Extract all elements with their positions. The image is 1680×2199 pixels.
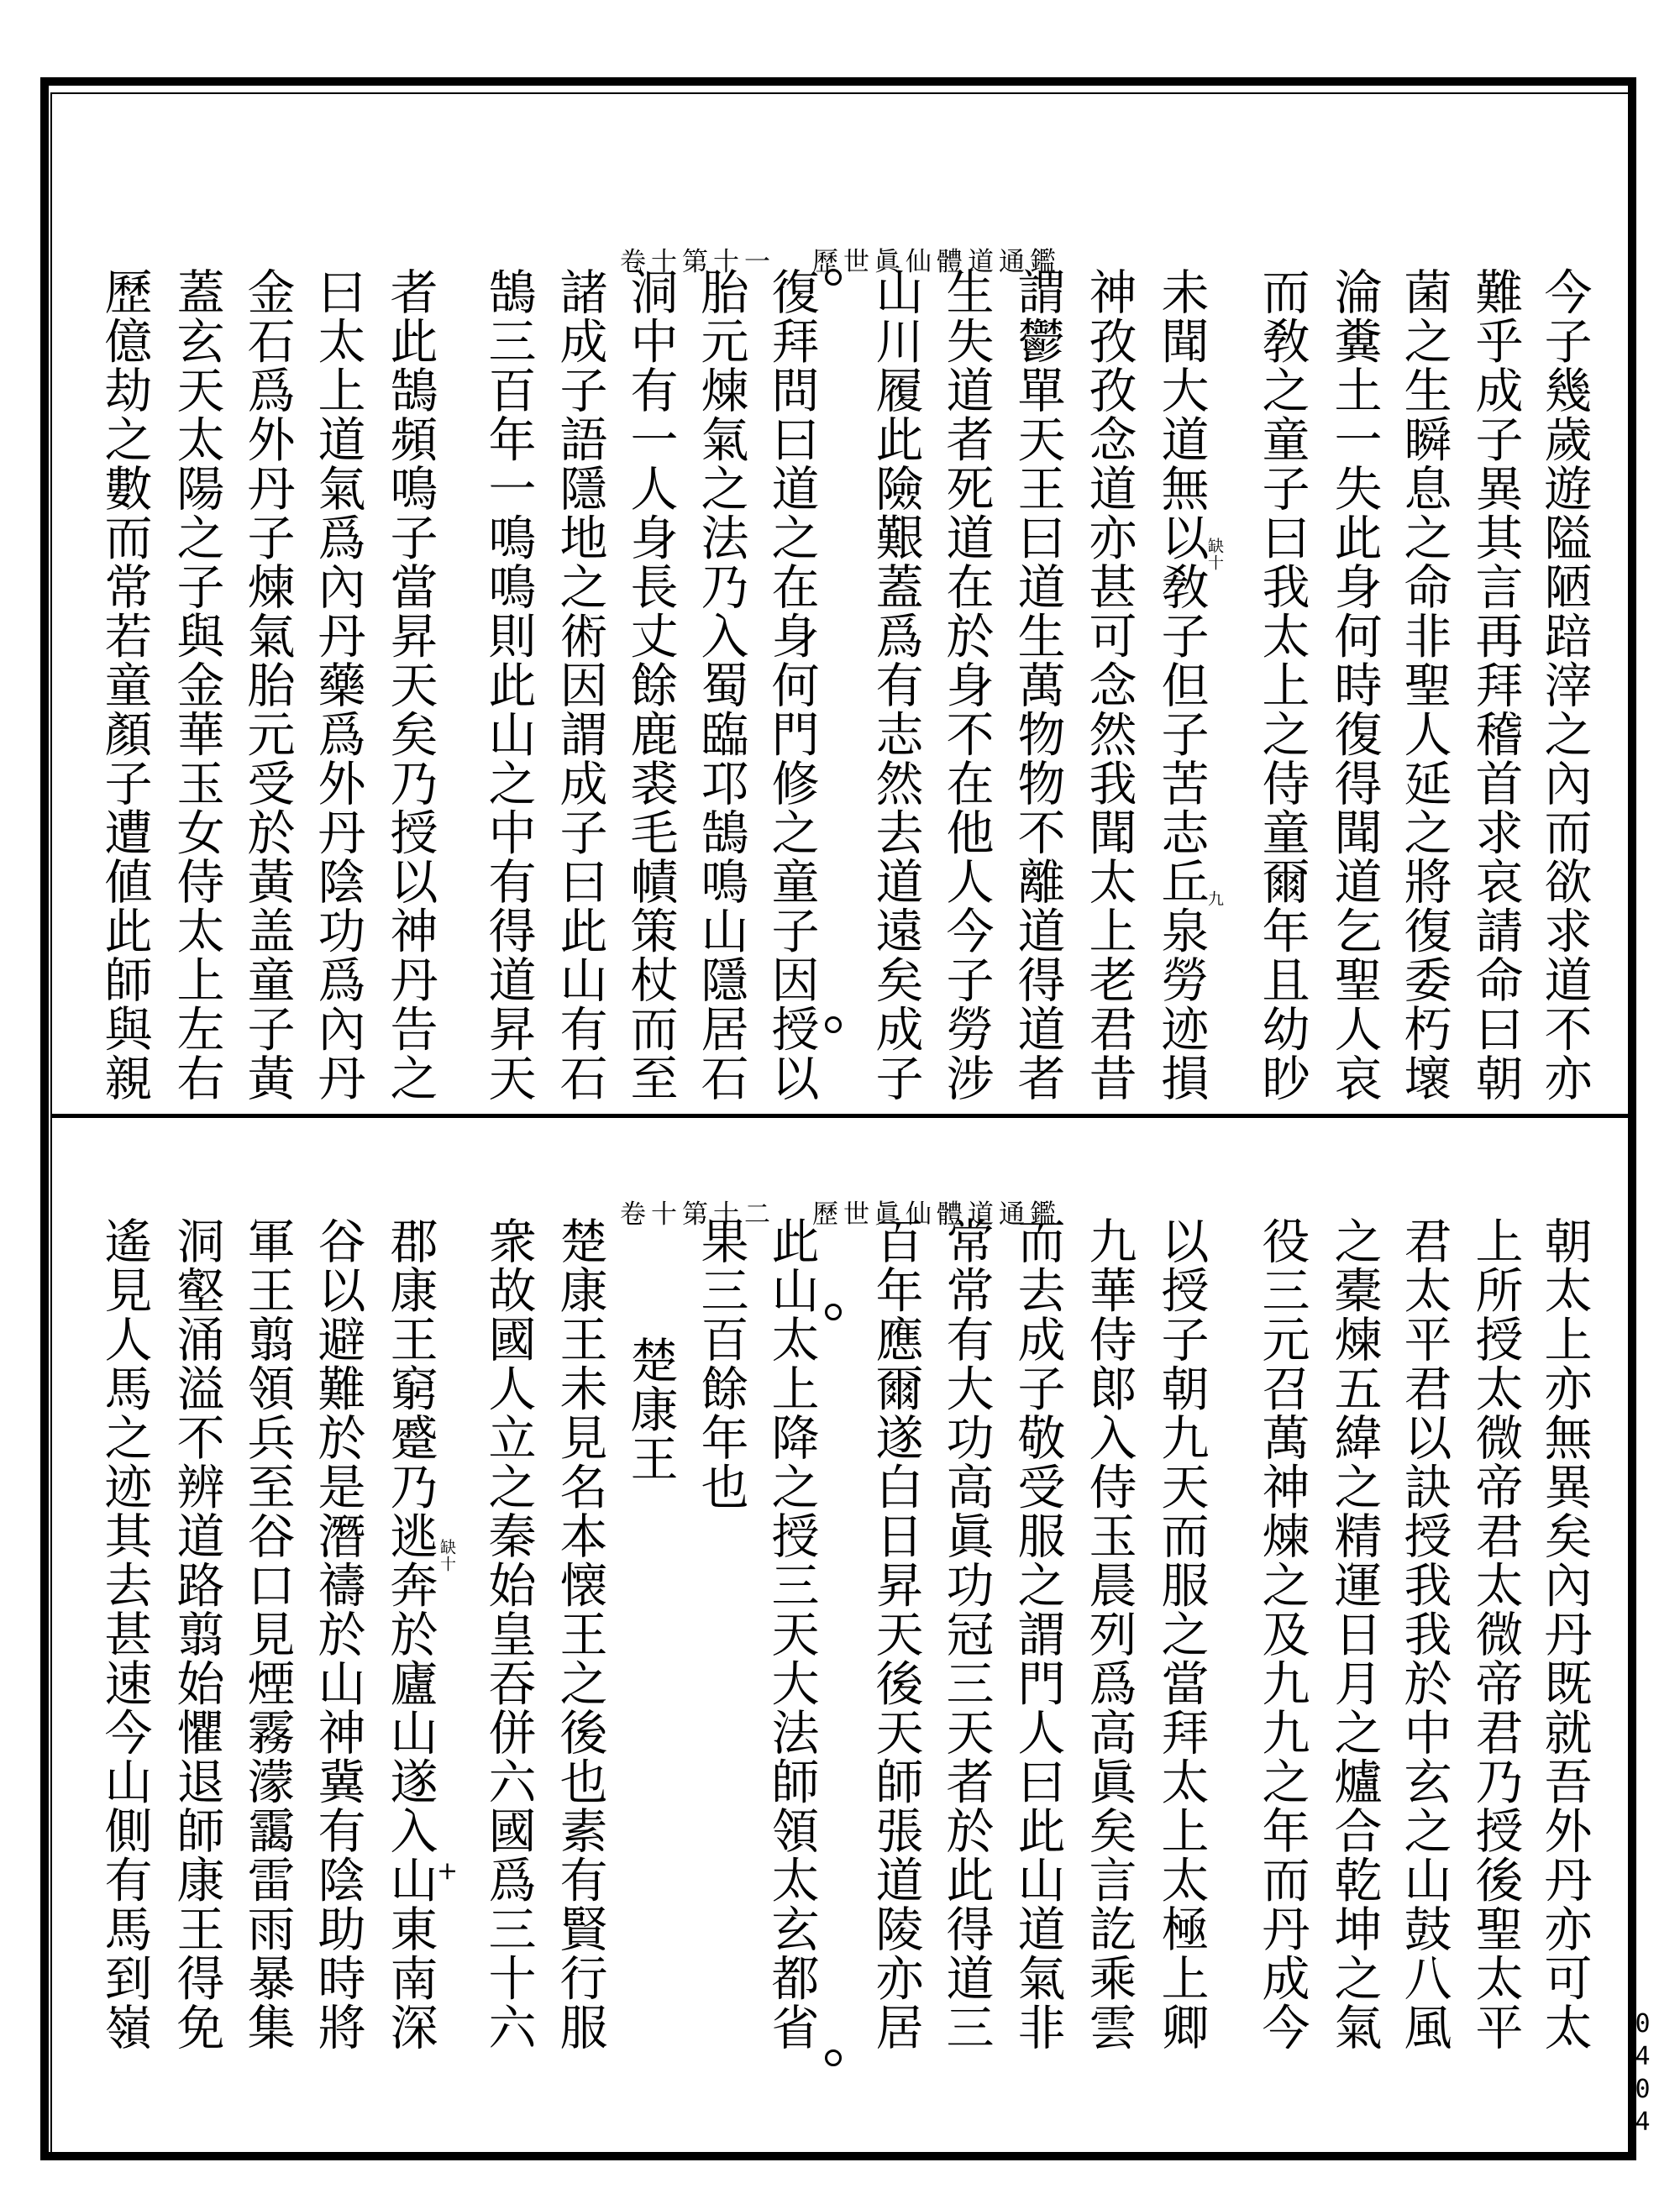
section-heading: 楚康王: [622, 1336, 678, 1483]
folio-note: 九: [1205, 890, 1224, 907]
text-column: 楚康王未見名本懐王之後也素有賢行服: [552, 1216, 607, 2052]
text-column: 諸成子語隱地之術因謂成子曰此山有石: [552, 267, 607, 1103]
text-column: 谷以避難於是潛禱於山神冀有陰助時將: [310, 1216, 365, 2052]
lacuna-note: 缺十: [1205, 538, 1224, 571]
upper-book-title: 歷世眞仙體道通鑑: [812, 247, 1061, 277]
text-column: 難乎成子異其言再拜稽首求哀請命曰朝: [1467, 267, 1523, 1103]
circle-mark: [825, 2049, 842, 2066]
text-column: 未聞大道無以敎子但子苦志丘泉勞迹損: [1153, 267, 1209, 1103]
text-column: 山川履此險艱蓋爲有志然去道遠矣成子: [868, 267, 923, 1103]
text-column: 菌之生瞬息之命非聖人延之將復委朽壞: [1396, 267, 1452, 1103]
text-column: 淪糞土一失此身何時復得聞道乞聖人哀: [1326, 267, 1382, 1103]
page-number: 0404: [1628, 2009, 1657, 2140]
text-column: 常常有大功高眞功冠三天者於此得道三: [938, 1216, 994, 2052]
text-column: 朝太上亦無異矣內丹既就吾外丹亦可太: [1536, 1216, 1592, 2052]
text-column: 復拜問曰道之在身何門修之童子因授以: [764, 267, 819, 1103]
lacuna-note: 缺十: [438, 1539, 456, 1572]
text-column: 而去成子敬受服之謂門人曰此山道氣非: [1010, 1216, 1065, 2052]
upper-volume-label: 卷十第十一: [620, 247, 775, 277]
text-column: 郡康王窮蹙乃逃奔於廬山遂入山東南深: [382, 1216, 438, 2052]
text-column: 今子幾歲遊隘陋踣滓之內而欲求道不亦: [1536, 267, 1592, 1103]
text-column: 果三百餘年也: [693, 1216, 748, 1511]
circle-mark: [825, 1304, 842, 1320]
text-column: 歷億劫之數而常若童顏子遭値此師與親: [97, 267, 152, 1103]
text-column: 生失道者死道在於身不在他人今子勞涉: [938, 267, 994, 1103]
text-column: 者此鵠頻鳴子當昇天矣乃授以神丹告之: [382, 267, 438, 1103]
text-column: 之橐煉五緯之精運日月之爐合乾坤之氣: [1326, 1216, 1382, 2052]
text-column: 洞中有一人身長丈餘鹿裘毛幘策杖而至: [622, 267, 678, 1103]
circle-mark: [825, 1016, 842, 1033]
text-column: 洞壑涌溢不辨道路翦始懼退師康王得免: [169, 1216, 224, 2052]
text-column: 以授子朝九天而服之當拜太上太極上卿: [1153, 1216, 1209, 2052]
text-column: 曰太上道氣爲內丹藥爲外丹陰功爲內丹: [310, 267, 365, 1103]
text-column: 役三元召萬神煉之及九九之年而丹成今: [1254, 1216, 1310, 2052]
text-column: 軍王翦領兵至谷口見煙霧濛靄雷雨暴集: [239, 1216, 295, 2052]
lower-book-title: 歷世眞仙體道通鑑: [812, 1199, 1061, 1230]
text-column: 此山太上降之授三天大法師領太玄都省: [764, 1216, 819, 2052]
circle-mark: [825, 269, 842, 286]
lower-volume-label: 卷十第十二: [620, 1199, 775, 1230]
text-column: 君太平君以訣授我我於中玄之山鼓八風: [1396, 1216, 1452, 2052]
small-cross-mark: +: [437, 1856, 459, 1886]
text-column: 鵠三百年一鳴鳴則此山之中有得道昇天: [480, 267, 536, 1103]
text-column: 衆故國人立之秦始皇吞併六國爲三十六: [480, 1216, 536, 2052]
page-divider: [50, 1114, 1630, 1118]
lower-running-header: [620, 1193, 1061, 1231]
text-column: 謂鬱單天王曰道生萬物物不離道得道者: [1010, 267, 1065, 1103]
text-column: 胎元煉氣之法乃入蜀臨邛鵠鳴山隱居石: [693, 267, 748, 1103]
text-column: 上所授太微帝君太微帝君乃授後聖太平: [1467, 1216, 1523, 2052]
text-column: 九華侍郞入侍玉晨列爲高眞矣言訖乘雲: [1081, 1216, 1137, 2052]
text-column: 百年應爾遂白日昇天後天師張道陵亦居: [868, 1216, 923, 2052]
text-column: 蓋玄天太陽之子與金華玉女侍太上左右: [169, 267, 224, 1103]
text-column: 神孜孜念道亦甚可念然我聞太上老君昔: [1081, 267, 1137, 1103]
text-column: 而敎之童子曰我太上之侍童爾年且幼眇: [1254, 267, 1310, 1103]
text-column: 金石爲外丹子煉氣胎元受於黃盖童子黃: [239, 267, 295, 1103]
text-column: 遙見人馬之迹其去甚速今山側有馬到嶺: [97, 1216, 152, 2052]
